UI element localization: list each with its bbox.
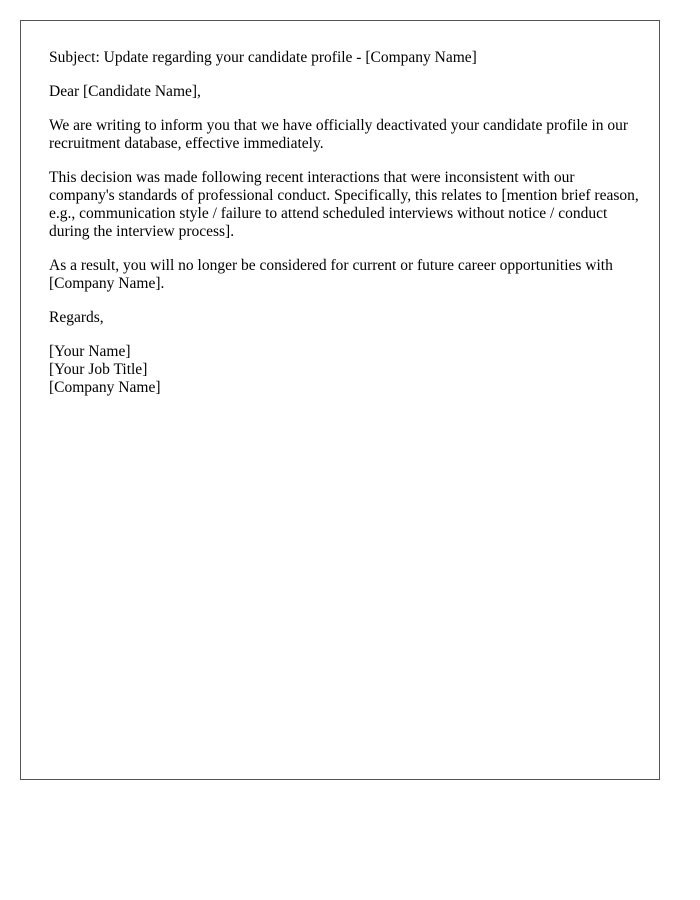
letter-closing: Regards, [49,309,104,326]
letter-subject: Subject: Update regarding your candidate profile - [Company Name] [49,49,477,66]
signature-name: [Your Name] [49,343,131,360]
letter-paragraph-2: This decision was made following recent interactions that were inconsistent with our company's standards of professional conduct. Specifically, this relates to [mention brief reason, e.g., communication style / failure to attend scheduled interviews without notice / conduct during the interview process]. [49,169,639,240]
letter-paragraph-1: We are writing to inform you that we have officially deactivated your candidate profile in our recruitment database, effective immediately. [49,117,629,152]
letter-body [49,49,639,397]
letter-greeting: Dear [Candidate Name], [49,83,201,100]
signature-block [49,343,639,397]
letter-paragraph-3: As a result, you will no longer be considered for current or future career opportunities with [Company Name]. [49,257,613,292]
signature-company: [Company Name] [49,379,161,396]
signature-job-title: [Your Job Title] [49,361,148,378]
letter-frame [20,20,660,780]
